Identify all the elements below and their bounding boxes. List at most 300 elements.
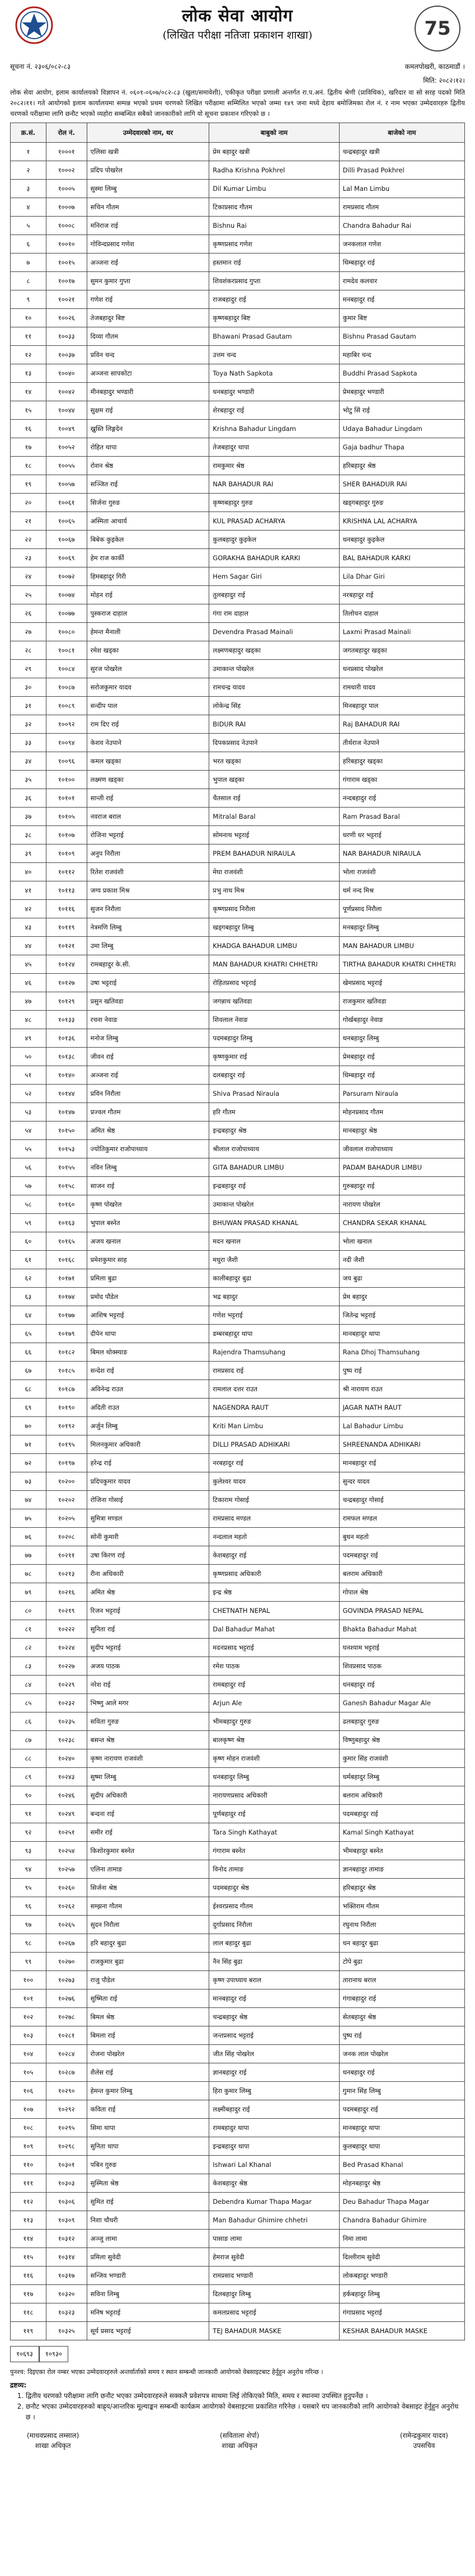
cell-father-name: प्रेम बहादुर खत्री [209,143,339,161]
cell-roll: १००२१ [46,290,87,309]
cell-grandfather-name: हर्कबहादुर लिम्बु [339,2285,464,2303]
table-row [11,457,465,475]
cell-father-name: Debendra Kumar Thapa Magar [209,2193,339,2211]
cell-serial: २२ [11,531,46,549]
table-row [11,2267,465,2285]
table-row [11,2322,465,2340]
cell-roll: १००२६ [46,309,87,327]
cell-serial: १० [11,309,46,327]
cell-roll: १०२४३ [46,1768,87,1786]
cell-father-name: धनबहादुर भण्डारी [209,383,339,401]
cell-serial: १०० [11,1971,46,1990]
cell-father-name: कालीबहादुर बुढा [209,1269,339,1288]
cell-grandfather-name: धनबहादुर राई [339,2063,464,2082]
table-row [11,863,465,881]
table-row [11,2082,465,2100]
cell-grandfather-name: प्रेम बहादुर [339,1288,464,1306]
cell-candidate-name: अदिती राउत [87,1399,209,1417]
cell-grandfather-name: कुमार बिष्ट [339,309,464,327]
cell-grandfather-name: सेतबहादुर श्रेष्ठ [339,2008,464,2026]
cell-serial: १०७ [11,2100,46,2119]
cell-father-name: शिवलाल नेवाङ [209,1011,339,1029]
cell-candidate-name: सूर्य प्रसाद भट्टराई [87,2322,209,2340]
cell-candidate-name: केशव नेउपाने [87,734,209,752]
cell-serial: ४२ [11,900,46,918]
signatory [27,2430,79,2451]
table-row [11,752,465,771]
cell-roll: १०३१७ [46,2267,87,2285]
table-row [11,826,465,844]
cell-grandfather-name: गंगाराम खड्का [339,771,464,789]
cell-serial: १११ [11,2174,46,2193]
cell-serial: ११० [11,2156,46,2174]
table-row [11,549,465,567]
cell-roll: १०२१९ [46,1602,87,1620]
table-row [11,1251,465,1269]
cell-grandfather-name: भोला खनाल [339,1232,464,1251]
cell-candidate-name: हिमबहादुर गिरी [87,567,209,586]
cell-roll: १०१८७ [46,1380,87,1399]
cell-grandfather-name: BAL BAHADUR KARKI [339,549,464,567]
cell-candidate-name: सिर्जना गुरुङ [87,494,209,512]
cell-grandfather-name: Bhakta Bahadur Mahat [339,1620,464,1639]
cell-grandfather-name: Ganesh Bahadur Magar Ale [339,1694,464,1712]
cell-serial: ६९ [11,1399,46,1417]
cell-grandfather-name: धर्मबहादुर लिम्बु [339,1768,464,1786]
cell-roll: १०२७६ [46,1990,87,2008]
cell-serial: ७६ [11,1528,46,1546]
cell-father-name: कृष्णप्रसाद अधिकारी [209,1565,339,1583]
cell-candidate-name: रामबहादुर के.सी. [87,955,209,974]
cell-roll: १००१७ [46,272,87,290]
cell-father-name: प्रभु नाथ मिश्र [209,881,339,900]
cell-grandfather-name: बुधन महतो [339,1528,464,1546]
signatory-name: (रामेन्द्रकुमार यादव) [400,2432,448,2439]
cell-candidate-name: सुरज पोखरेल [87,660,209,678]
cell-roll: १००४२ [46,383,87,401]
table-row [11,1269,465,1288]
cell-serial: ४५ [11,955,46,974]
table-row [11,1768,465,1786]
cell-father-name: NAR BAHADUR RAI [209,475,339,494]
cell-candidate-name: प्रमिला सुवेदी [87,2248,209,2267]
cell-father-name: Bishnu Rai [209,217,339,235]
cell-father-name: गंगा राम दाहाल [209,604,339,623]
cell-candidate-name: अञ्जना राई [87,1066,209,1085]
cell-candidate-name: सचिन गौतम [87,198,209,217]
cell-serial: ५० [11,1048,46,1066]
table-row [11,937,465,955]
table-header-row [11,123,465,143]
cell-grandfather-name: Raj BAHADUR RAI [339,715,464,734]
cell-roll: १०१७७ [46,1306,87,1325]
cell-roll: १०२१३ [46,1565,87,1583]
col-header-roll: रोल नं. [46,123,87,143]
cell-grandfather-name: रामप्रसाद गौतम [339,198,464,217]
cell-grandfather-name: बलराम अधिकारी [339,1786,464,1805]
cell-father-name: Toya Nath Sapkota [209,364,339,383]
table-row [11,734,465,752]
cell-candidate-name: नरेश राई [87,1676,209,1694]
cell-serial: २ [11,161,46,180]
cell-candidate-name: उमा लिम्बु [87,937,209,955]
cell-grandfather-name: नारायण पोखरेल [339,1195,464,1214]
table-row [11,808,465,826]
cell-roll: १००५७ [46,475,87,494]
cell-father-name: CHETNATH NEPAL [209,1602,339,1620]
cell-father-name: मेघा राजवंशी [209,863,339,881]
table-row [11,771,465,789]
cell-serial: ११६ [11,2267,46,2285]
cell-roll: १०२९८ [46,2137,87,2156]
results-table [10,123,465,2340]
cell-father-name: MAN BAHADUR KHATRI CHHETRI [209,955,339,974]
cell-roll: १००१५ [46,254,87,272]
cell-candidate-name: सञ्जित राई [87,475,209,494]
cell-grandfather-name: धिम्बहादुर राई [339,1066,464,1085]
cell-serial: १३ [11,364,46,383]
signatory [220,2430,259,2451]
table-row [11,346,465,364]
cell-candidate-name: मनोज लिम्बु [87,1029,209,1048]
cell-serial: ७ [11,254,46,272]
cell-grandfather-name: भीमबहादुर बस्नेत [339,1842,464,1860]
cell-father-name: GITA BAHADUR LIMBU [209,1158,339,1177]
cell-serial: ११८ [11,2303,46,2322]
cell-father-name: शेरबहादुर राई [209,401,339,420]
cell-candidate-name: जीवन राई [87,1048,209,1066]
cell-roll: १०११२ [46,863,87,881]
cell-father-name: दिलबहादुर लिम्बु [209,2285,339,2303]
cell-father-name: पदमबहादुर लिम्बु [209,1029,339,1048]
cell-serial: २७ [11,623,46,641]
cell-father-name: Ishwari Lal Khanal [209,2156,339,2174]
cell-candidate-name: सुमित्रा मण्डल [87,1509,209,1528]
cell-roll: १०१८५ [46,1362,87,1380]
cell-grandfather-name: निमा लामा [339,2230,464,2248]
table-row [11,475,465,494]
signatory-name: (सविताला शेर्पा) [219,2432,260,2439]
cell-candidate-name: समीर राई [87,1823,209,1842]
cell-candidate-name: साजन राई [87,1177,209,1195]
cell-serial: ८७ [11,1731,46,1749]
cell-grandfather-name: नन्दबहादुर राई [339,789,464,808]
cell-candidate-name: हेमन्त कुमार लिम्बु [87,2082,209,2100]
cell-father-name: नारायणप्रसाद अधिकारी [209,1786,339,1805]
cell-candidate-name: बसन्त श्रेष्ठ [87,1731,209,1749]
cell-candidate-name: उषा भट्टराई [87,974,209,992]
cell-grandfather-name: JAGAR NATH RAUT [339,1399,464,1417]
cell-candidate-name: रोजना पोखरेल [87,2045,209,2063]
cell-grandfather-name: Deu Bahadur Thapa Magar [339,2193,464,2211]
cell-candidate-name: अविनेन्द्र राउत [87,1380,209,1399]
cell-serial: ३० [11,678,46,697]
cell-roll: १००७२ [46,567,87,586]
cell-father-name: लक्ष्मीबहादुर राई [209,2100,339,2119]
notice-number: सूचना नं. २३०६/०८२-८३ [10,63,71,71]
cell-candidate-name: निशा चौधरी [87,2211,209,2230]
cell-candidate-name: हेम राज कार्की [87,549,209,567]
table-row [11,1990,465,2008]
table-row [11,881,465,900]
cell-candidate-name: गोविन्दप्रसाद गणेश [87,235,209,254]
cell-candidate-name: बिमल थोक्स्याङ [87,1343,209,1362]
cell-serial: ९५ [11,1879,46,1897]
cell-roll: १००६७ [46,531,87,549]
table-row [11,1694,465,1712]
cell-candidate-name: अजय खनाल [87,1232,209,1251]
cell-grandfather-name: कुलबहादुर थापा [339,2137,464,2156]
cell-father-name: रामप्रसाद मण्डल [209,1509,339,1528]
cell-serial: ११४ [11,2230,46,2248]
cell-candidate-name: सुमित राई [87,2193,209,2211]
cell-roll: १०२६५ [46,1916,87,1934]
cell-roll: १०१२९ [46,992,87,1011]
cell-grandfather-name: लोकबहादुर भण्डारी [339,2267,464,2285]
cell-grandfather-name: पुष्प राई [339,1362,464,1380]
cell-father-name: Radha Krishna Pokhrel [209,161,339,180]
cell-father-name: कृष्ण मोहन राजवंशी [209,1749,339,1768]
cell-roll: १०१२७ [46,974,87,992]
table-row [11,715,465,734]
cell-candidate-name: सन्दीप पाल [87,697,209,715]
notice-meta [10,62,465,71]
cell-roll: १०२३८ [46,1731,87,1749]
cell-roll: १००८० [46,623,87,641]
table-row [11,660,465,678]
cell-serial: ७८ [11,1565,46,1583]
cell-grandfather-name: मानबहादुर श्रेष्ठ [339,1122,464,1140]
cell-candidate-name: सिमा थापा [87,2119,209,2137]
cell-grandfather-name: जीवलाल राजोपाध्याय [339,1140,464,1158]
cell-roll: १०११६ [46,900,87,918]
cell-candidate-name: मीनबहादुर भण्डारी [87,383,209,401]
cell-roll: १०१७९ [46,1325,87,1343]
cell-roll: १०२२४ [46,1639,87,1657]
table-row [11,1657,465,1676]
cell-roll: १०२०२ [46,1491,87,1509]
cell-grandfather-name: Buddhi Prasad Sapkota [339,364,464,383]
cell-grandfather-name: बलराम अधिकारी [339,1565,464,1583]
table-row [11,1879,465,1897]
cell-serial: ७९ [11,1583,46,1602]
cell-grandfather-name: सुन्दर यादव [339,1472,464,1491]
table-row [11,1934,465,1953]
table-row [11,2248,465,2267]
cell-candidate-name: शैलेस राई [87,2063,209,2082]
table-row [11,1177,465,1195]
cell-roll: १००९४ [46,734,87,752]
cell-father-name: रामप्रसाद राई [209,1362,339,1380]
cell-serial: ११३ [11,2211,46,2230]
anniversary-75-logo-icon [413,4,462,53]
cell-candidate-name: प्रविन चन्द [87,346,209,364]
table-row [11,789,465,808]
cell-grandfather-name: धनप्रसाद पोखरेल [339,660,464,678]
cell-grandfather-name: Udaya Bahadur Lingdam [339,420,464,438]
cell-roll: १०२०८ [46,1528,87,1546]
notes-list [10,2391,465,2423]
cell-grandfather-name: मानबहादुर थापा [339,2119,464,2137]
cell-candidate-name: अमित श्रेष्ठ [87,1583,209,1602]
table-row [11,1916,465,1934]
cell-candidate-name: ख्रुस्ति लिङ्गदेन [87,420,209,438]
table-row [11,1380,465,1399]
cell-roll: १०२१६ [46,1583,87,1602]
cell-grandfather-name: प्रेमबहादुर राई [339,1048,464,1066]
table-row [11,401,465,420]
cell-grandfather-name: मानबहादुर थापा [339,1325,464,1343]
cell-serial: ८२ [11,1639,46,1657]
cell-father-name: TEJ BAHADUR MASKE [209,2322,339,2340]
cell-serial: १०३ [11,2026,46,2045]
cell-serial: ४६ [11,974,46,992]
table-row [11,235,465,254]
cell-candidate-name: कृष्ण नारायण राजवंशी [87,1749,209,1768]
cell-candidate-name: सान्ती राई [87,789,209,808]
cell-serial: ९६ [11,1897,46,1916]
cell-serial: ३३ [11,734,46,752]
cell-roll: १००१० [46,235,87,254]
cell-serial: १०९ [11,2137,46,2156]
cell-candidate-name: बन्दना राई [87,1805,209,1823]
cell-candidate-name: प्रविन निरौला [87,1085,209,1103]
cell-candidate-name: हरि बहादुर बुढा [87,1934,209,1953]
cell-father-name: Rajendra Thamsuhang [209,1343,339,1362]
cell-candidate-name: सुदीप अधिकारी [87,1786,209,1805]
cell-serial: ६८ [11,1380,46,1399]
cell-grandfather-name: घनश्याम भट्टराई [339,1639,464,1657]
col-header-grandfather: बाजेको नाम [339,123,464,143]
cell-father-name: टिकाराम गोसाई [209,1491,339,1509]
table-row [11,2303,465,2322]
cell-roll: १०२७८ [46,2008,87,2026]
cell-grandfather-name: Lila Dhar Giri [339,567,464,586]
cell-candidate-name: हेमन्त मैनाली [87,623,209,641]
table-row [11,1085,465,1103]
table-row [11,1583,465,1602]
table-row [11,1491,465,1509]
table-row [11,180,465,198]
cell-father-name: रामबहादुर थापा [209,2119,339,2137]
cell-serial: ८ [11,272,46,290]
cell-father-name: भरत खड्का [209,752,339,771]
cell-candidate-name: अमित श्रेष्ठ [87,1122,209,1140]
cell-roll: १०००८ [46,217,87,235]
cell-father-name: कृष्णकुमार राई [209,1048,339,1066]
table-row [11,1602,465,1620]
table-row [11,586,465,604]
cell-father-name: इन्द्रबहादुर राई [209,1177,339,1195]
cell-roll: १०३२५ [46,2322,87,2340]
cell-grandfather-name: शिवप्रसाद पाठक [339,1657,464,1676]
alternate-roll: १०६९३ [10,2346,39,2362]
cell-grandfather-name: KESHAR BAHADUR MASKE [339,2322,464,2340]
cell-grandfather-name: हरिबहादुर श्रेष्ठ [339,457,464,475]
cell-grandfather-name: चन्द्रबहादुर खत्री [339,143,464,161]
cell-father-name: चन्द्रबहादुर श्रेष्ठ [209,2008,339,2026]
cell-roll: १०१६० [46,1195,87,1214]
cell-serial: १०४ [11,2045,46,2063]
cell-father-name: नरबहादुर राई [209,1454,339,1472]
cell-father-name: बालकृष्ण श्रेष्ठ [209,1731,339,1749]
cell-father-name: सोमनाथ भट्टराई [209,826,339,844]
table-row [11,623,465,641]
cell-serial: ८४ [11,1676,46,1694]
cell-serial: ५९ [11,1214,46,1232]
table-row [11,1232,465,1251]
cell-father-name: Tara Singh Kathayat [209,1823,339,1842]
cell-father-name: Dal Bahadur Mahat [209,1620,339,1639]
cell-grandfather-name: तारानाथ बराल [339,1971,464,1990]
cell-father-name: Devendra Prasad Mainali [209,623,339,641]
cell-serial: ७१ [11,1435,46,1454]
cell-father-name: रामप्रसाद भण्डारी [209,2267,339,2285]
cell-serial: ९८ [11,1934,46,1953]
cell-grandfather-name: पदमबहादुर राई [339,1546,464,1565]
cell-grandfather-name: जनक लाल पोखरेल [339,2045,464,2063]
cell-grandfather-name: Bed Prasad Khanal [339,2156,464,2174]
cell-serial: ८५ [11,1694,46,1712]
signatory-name: (माधवप्रसाद लम्साल) [27,2432,79,2439]
cell-serial: ८६ [11,1712,46,1731]
cell-roll: १०००१ [46,143,87,161]
cell-grandfather-name: खेमप्रसाद भट्टराई [339,974,464,992]
cell-grandfather-name: KRISHNA LAL ACHARYA [339,512,464,531]
signatory [400,2430,448,2451]
cell-father-name: मानबहादुर राई [209,1990,339,2008]
cell-candidate-name: रोजिना भट्टराई [87,826,209,844]
table-row [11,1639,465,1657]
anniversary-logo-text: 75 [424,17,451,40]
cell-grandfather-name: Chandra Bahadur Rai [339,217,464,235]
table-row [11,1786,465,1805]
cell-roll: १००४९ [46,420,87,438]
cell-roll: १०२२७ [46,1657,87,1676]
table-row [11,1011,465,1029]
cell-father-name: भद्र बहादुर [209,1288,339,1306]
cell-roll: १०११३ [46,881,87,900]
table-row [11,1842,465,1860]
cell-father-name: उमाकान्त पोखरेल [209,1195,339,1214]
table-row [11,1731,465,1749]
note-item: 1. द्वितीय चरणको परीक्षामा लागि छनौट भएका उम्मेदवारहरुले सक्कलै प्रवेशपत्र साथमा लिई तोकिएको मिति, समय र स्थानमा उपस्थित हुनुपर्नेछ । [26,2391,465,2401]
cell-serial: ९ [11,290,46,309]
cell-roll: १०१३६ [46,1029,87,1048]
cell-grandfather-name: राजकुमार खतिवडा [339,992,464,1011]
cell-grandfather-name: धनबहादुर कुइकेल [339,531,464,549]
table-row [11,1953,465,1971]
cell-roll: १०२९० [46,2082,87,2100]
cell-grandfather-name: ढलबहादुर गुरुङ [339,1712,464,1731]
cell-candidate-name: रोहित थापा [87,438,209,457]
cell-roll: १०३१४ [46,2248,87,2267]
cell-father-name: पासाङ लामा [209,2230,339,2248]
signature-block [10,2430,465,2451]
cell-grandfather-name: तीर्थराज नेउपाने [339,734,464,752]
cell-grandfather-name: हरिबहादुर खड्का [339,752,464,771]
cell-candidate-name: एलिना तामाङ [87,1860,209,1879]
cell-candidate-name: सुनिता थापा [87,2137,209,2156]
table-row [11,1712,465,1731]
cell-serial: ३७ [11,808,46,826]
cell-roll: १०२६० [46,1879,87,1897]
table-row [11,531,465,549]
cell-roll: १०१८२ [46,1343,87,1362]
table-row [11,955,465,974]
table-row [11,383,465,401]
cell-candidate-name: सुनिता राई [87,1620,209,1639]
